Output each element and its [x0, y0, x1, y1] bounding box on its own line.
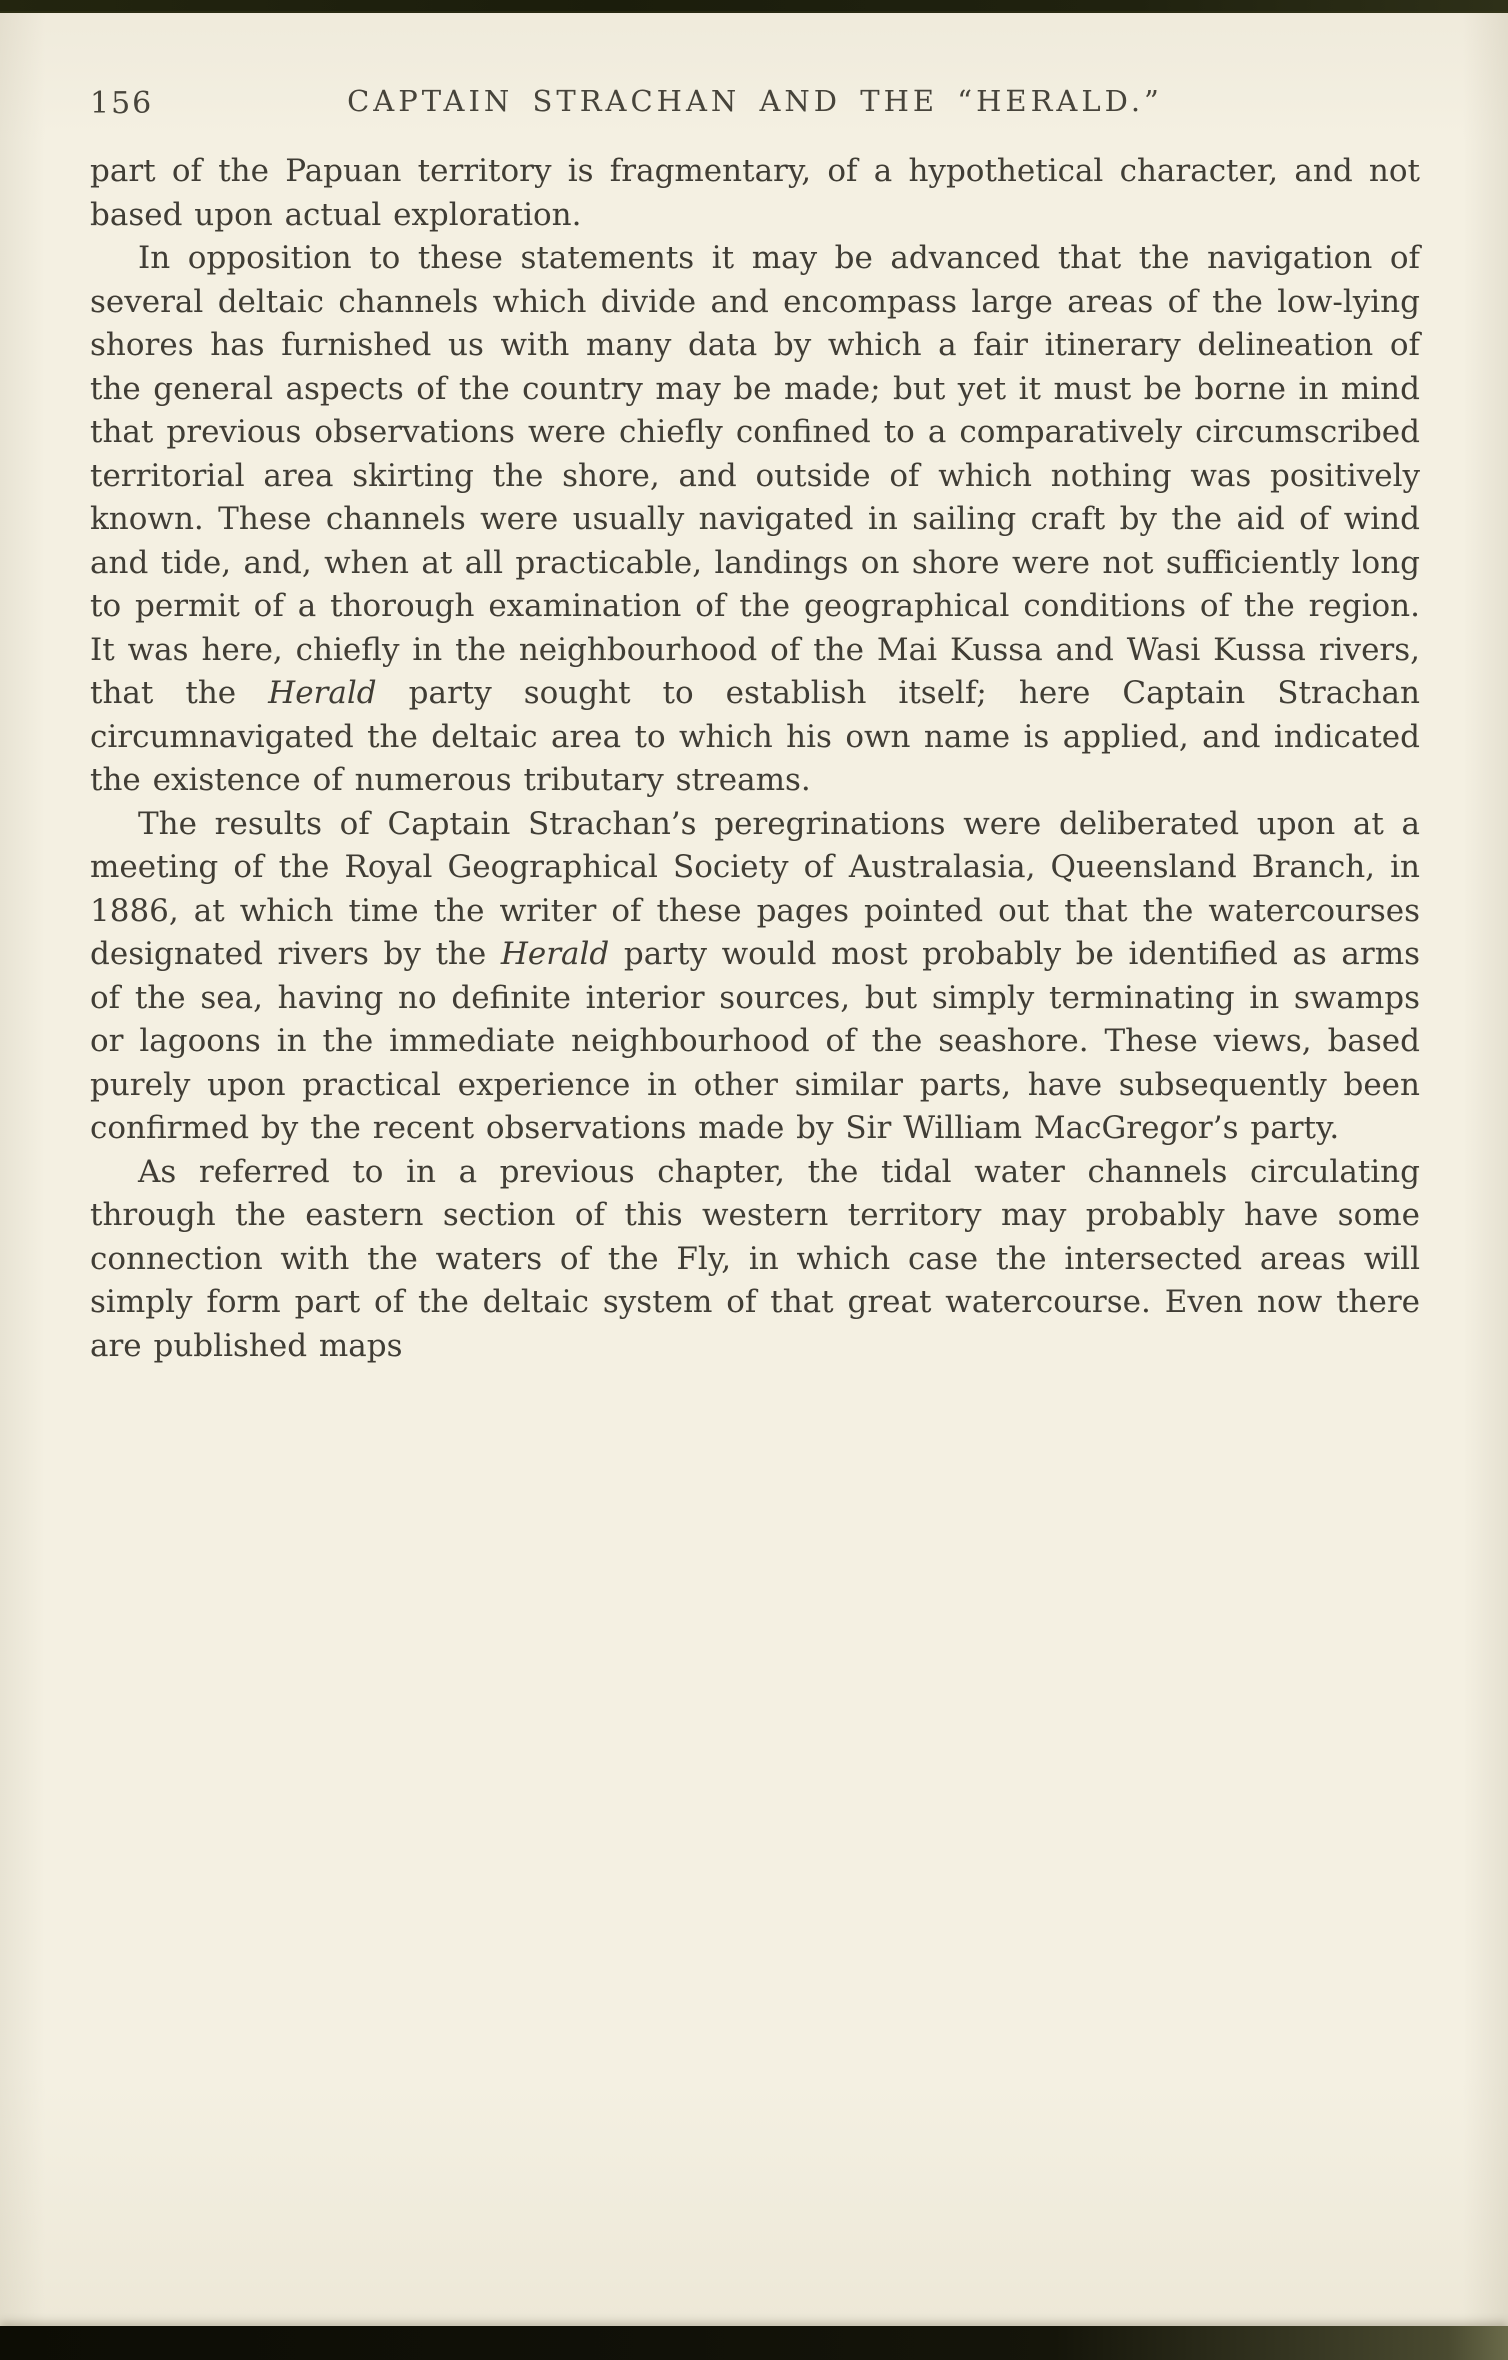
scan-edge-bottom [0, 2326, 1508, 2360]
scan-edge-top [0, 0, 1508, 13]
paragraph [90, 803, 1420, 1151]
text-run: part of the Papuan territory is fragmentary, of a hypothetical character, and not based upon actual exploration. [90, 153, 1420, 233]
running-header-title: CAPTAIN STRACHAN AND THE “HERALD.” [347, 84, 1163, 118]
text-run: In opposition to these statements it may be advanced that the navigation of several deltaic channels which divide and encompass large areas of the low-lying shores has furnished us with many data by which a fair itinerary delineation of the general aspects of the country may be made; but yet it must be borne in mind that previous observations were chiefly confined to a comparatively circumscribed territorial area skirting the shore, and outside of which nothing was positively known. These channels were usually navigated in sailing craft by the aid of wind and tide, and, when at all practicable, landings on shore were not sufficiently long to permit of a thorough examination of the geographical conditions of the region. It was here, chiefly in the neighbourhood of the Mai Kussa and Wasi Kussa rivers, that the [90, 240, 1420, 711]
italic-text-run: Herald [268, 675, 377, 711]
paragraph [90, 1151, 1420, 1369]
text-run: party sought to establish itself; here Captain Strachan circumnavigated the deltaic area to which his own name is applied, and indicated the existence of numerous tributary streams. [90, 675, 1421, 798]
text-run: As referred to in a previous chapter, the tidal water channels circulating through the eastern section of this western territory may probably have some connection with the waters of the Fly, in which case the intersected areas will simply form part of the deltaic system of that great watercourse. Even now there are published maps [90, 1153, 1420, 1364]
running-header [90, 84, 1420, 126]
italic-text-run: Herald [500, 936, 610, 972]
page-number: 156 [90, 86, 154, 121]
text-run: The results of Captain Strachan’s peregrinations were deliberated upon at a meeting of the Royal Geographical Society of Australasia, Queensland Branch, in 1886, at which time the writer of these pages pointed out that the watercourses designated rivers by the [90, 805, 1420, 972]
text-run: party would most probably be identified as arms of the sea, having no definite interior sources, but simply terminating in swamps or lagoons in the immediate neighbourhood of the seashore. These views, based purely upon practical experience in other similar parts, have subsequently been confirmed by the recent observations made by Sir William MacGregor’s party. [90, 936, 1420, 1146]
paragraph [90, 237, 1420, 803]
paragraph [90, 150, 1420, 237]
page-text [90, 150, 1420, 1368]
